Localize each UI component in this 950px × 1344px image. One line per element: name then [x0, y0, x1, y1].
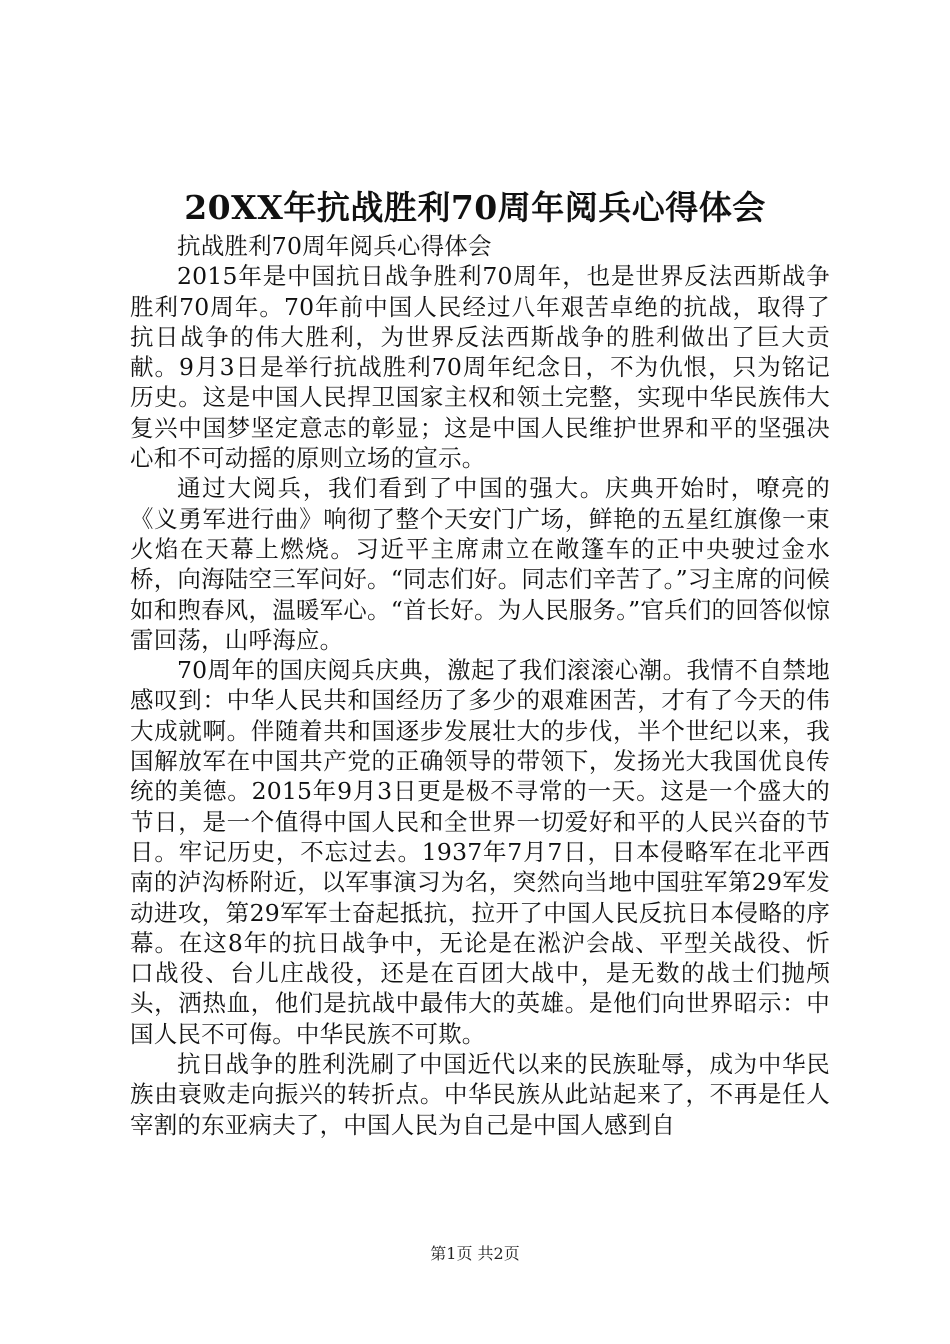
- body-paragraph: 抗日战争的胜利洗刷了中国近代以来的民族耻辱，成为中华民族由衰败走向振兴的转折点。中华民族从此站起来了，不再是任人宰割的东亚病夫了，中国人民为自己是中国人感到自: [130, 1050, 830, 1139]
- document-title: 20XX年抗战胜利70周年阅兵心得体会: [184, 188, 766, 227]
- subtitle-paragraph: 抗战胜利70周年阅兵心得体会: [177, 232, 492, 260]
- body-paragraph: 70周年的国庆阅兵庆典，激起了我们滚滚心潮。我情不自禁地感叹到：中华人民共和国经历了多少的艰难困苦，才有了今天的伟大成就啊。伴随着共和国逐步发展壮大的步伐，半个世纪以来，我国解放军在中国共产党的正确领导的带领下，发扬光大我国优良传统的美德。2015年9月3日更是极不寻常的一天。这是一个盛大的节日，是一个值得中国人民和全世界一切爱好和平的人民兴奋的节日。牢记历史，不忘过去。1937年7月7日，日本侵略军在北平西南的泸沟桥附近，以军事演习为名，突然向当地中国驻军第29军发动进攻，第29军军士奋起抵抗，拉开了中国人民反抗日本侵略的序幕。在这8年的抗日战争中，无论是在淞沪会战、平型关战役、忻口战役、台儿庄战役，还是在百团大战中，是无数的战士们抛颅头，洒热血，他们是抗战中最伟大的英雄。是他们向世界昭示：中国人民不可侮。中华民族不可欺。: [130, 656, 830, 1048]
- body-paragraph: 2015年是中国抗日战争胜利70周年，也是世界反法西斯战争胜利70周年。70年前中国人民经过八年艰苦卓绝的抗战，取得了抗日战争的伟大胜利，为世界反法西斯战争的胜利做出了巨大贡献。9月3日是举行抗战胜利70周年纪念日，不为仇恨，只为铭记历史。这是中国人民捍卫国家主权和领土完整，实现中华民族伟大复兴中国梦坚定意志的彰显；这是中国人民维护世界和平的坚强决心和不可动摇的原则立场的宣示。: [130, 262, 830, 473]
- document-body: [130, 231, 830, 1140]
- body-paragraph: 通过大阅兵，我们看到了中国的强大。庆典开始时，嘹亮的《义勇军进行曲》响彻了整个天安门广场，鲜艳的五星红旗像一束火焰在天幕上燃烧。习近平主席肃立在敞篷车的正中央驶过金水桥，向海陆空三军问好。“同志们好。同志们辛苦了。”习主席的问候如和煦春风，温暖军心。“首长好。为人民服务。”官兵们的回答似惊雷回荡，山呼海应。: [130, 474, 830, 654]
- page-footer: 第1页 共2页: [430, 1244, 520, 1263]
